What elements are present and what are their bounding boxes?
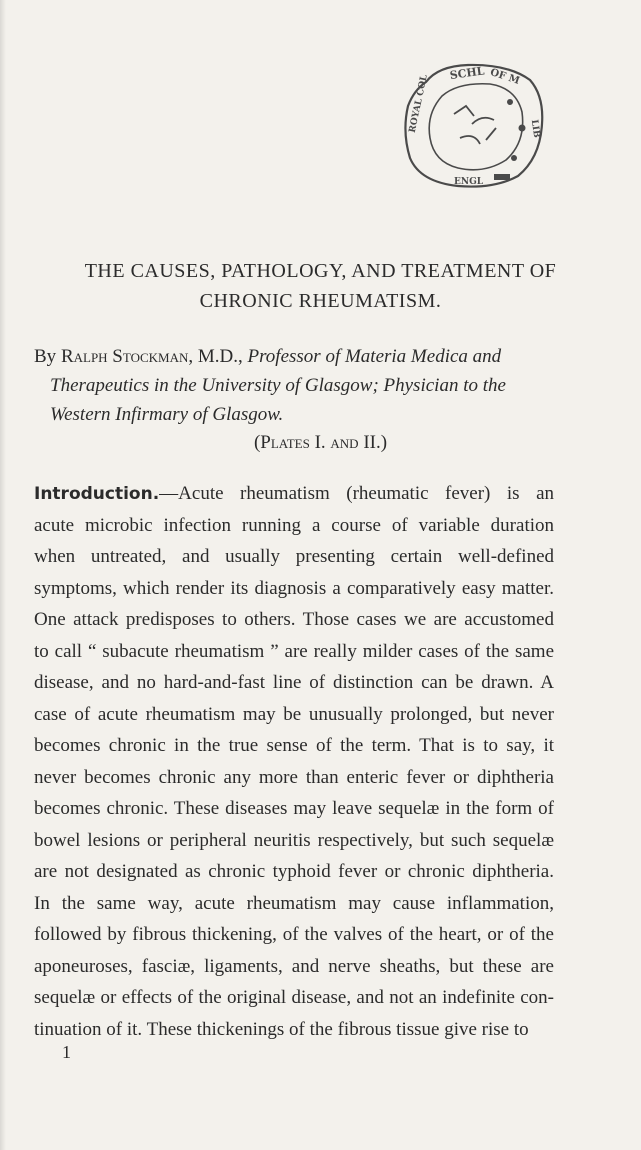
library-seal-stamp-icon	[398, 62, 548, 190]
byline-by: By	[34, 346, 57, 367]
svg-text:ROYAL COL: ROYAL COL	[407, 73, 430, 134]
author-role-1: Professor of Materia Medica and	[247, 346, 502, 367]
author-role-2: Therapeutics in the University of Glasgow; Physician to the	[50, 375, 506, 396]
plates-note: (Plates I. and II.)	[253, 432, 388, 453]
article-title-line-1: THE CAUSES, PATHOLOGY, AND TREATMENT OF	[84, 260, 557, 282]
article-title-line-2: CHRONIC RHEUMATISM.	[199, 290, 442, 312]
body-line: symptoms, which render its diagnosis a comparatively easy matter.	[34, 578, 554, 599]
svg-text:SCHL: SCHL	[448, 64, 486, 83]
body-line: to call “ subacute rheumatism ” are really milder cases of the same	[34, 641, 554, 662]
author-role-3: Western Infirmary of Glasgow.	[50, 404, 284, 425]
body-line: sequelæ or effects of the original disease, and not an indefinite con-	[34, 987, 554, 1008]
body-line: becomes chronic. These diseases may leave sequelæ in the form of	[34, 798, 554, 819]
svg-text:LIB: LIB	[528, 119, 542, 139]
body-line: never becomes chronic any more than enteric fever or diphtheria	[34, 767, 554, 788]
body-line: followed by fibrous thickening, of the valves of the heart, or of the	[34, 924, 554, 945]
body-line: bowel lesions or peripheral neuritis respectively, but such sequelæ	[34, 830, 554, 851]
body-line: are not designated as chronic typhoid fever or chronic diphtheria.	[34, 861, 554, 882]
body-line: aponeuroses, fasciæ, ligaments, and nerve sheaths, but these are	[34, 956, 554, 977]
body-line: disease, and no hard-and-fast line of distinction can be drawn. A	[34, 672, 554, 693]
page-number: 1	[62, 1042, 71, 1062]
body-line: case of acute rheumatism may be unusually prolonged, but never	[34, 704, 554, 725]
body-line: tinuation of it. These thickenings of the fibrous tissue give rise to	[34, 1019, 529, 1040]
body-line: when untreated, and usually presenting certain well-defined	[34, 546, 554, 567]
svg-text:OF M: OF M	[488, 67, 521, 87]
byline-line-1	[34, 342, 594, 371]
author-name: Ralph Stockman,	[60, 346, 194, 367]
page-edge-shadow	[0, 0, 6, 1150]
body-line: In the same way, acute rheumatism may cause inflammation,	[34, 893, 554, 914]
svg-text:ENGL: ENGL	[454, 177, 484, 187]
body-line: One attack predisposes to others. Those cases we are accustomed	[34, 609, 554, 630]
body-line: acute microbic infection running a course of variable duration	[34, 515, 554, 536]
author-degree: M.D.,	[197, 346, 243, 367]
body-line: becomes chronic in the true sense of the term. That is to say, it	[34, 735, 554, 756]
body-line: Introduction.—Acute rheumatism (rheumatic fever) is an	[34, 483, 554, 504]
intro-heading: Introduction.	[34, 484, 160, 504]
